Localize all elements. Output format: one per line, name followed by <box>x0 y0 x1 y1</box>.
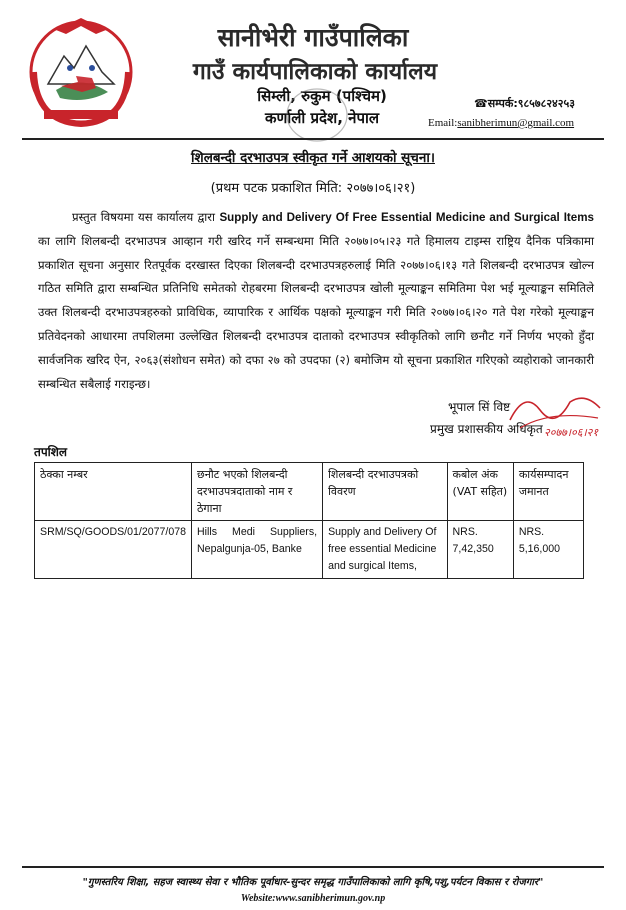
table-header-row <box>35 463 584 521</box>
signatory-title: प्रमुख प्रशासकीय अधिकृत <box>430 422 543 436</box>
nepal-emblem-logo <box>26 12 136 138</box>
footer-slogan: "गुणस्तरिय शिक्षा, सहज स्वास्थ्य सेवा र भौतिक पूर्वाधार-सुन्दर समृद्ध गाउँपालिकाको लागि कृषि,पशु,पर्यटन विकास र रोजगार" <box>82 877 544 888</box>
signatory-name: भूपाल सिं विष्ट <box>448 400 511 414</box>
cell-guarantee: NRS. 5,16,000 <box>513 521 583 579</box>
notice-body <box>38 206 594 396</box>
office-name: गाउँ कार्यपालिकाको कार्यालय <box>192 59 438 85</box>
header-divider <box>22 138 604 140</box>
contact-phone: ☎सम्पर्क:९८५७८२४२५३ <box>474 97 575 110</box>
cell-contract-no: SRM/SQ/GOODS/01/2077/078 <box>35 521 192 579</box>
province-name: कर्णाली प्रदेश, नेपाल <box>264 109 380 127</box>
details-table <box>34 462 584 579</box>
signature-date: २०७७।०६।२१ <box>544 426 599 439</box>
signature-mark <box>500 380 615 440</box>
details-label: तपशिल <box>34 445 68 459</box>
header-bidder: छनौट भएको शिलबन्दी दरभाउपत्रदाताको नाम र ठेगाना <box>192 463 323 521</box>
table-row <box>35 521 584 579</box>
header-bid-amount: कबोल अंक (VAT सहित) <box>447 463 513 521</box>
body-text-intro: प्रस्तुत विषयमा यस कार्यालय द्वारा <box>72 210 220 224</box>
email-label: Email: <box>428 117 458 129</box>
body-text-subject: Supply and Delivery Of Free Essential Medicine and Surgical Items <box>219 211 594 224</box>
cell-bid-amount: NRS. 7,42,350 <box>447 521 513 579</box>
office-stamp <box>282 84 352 146</box>
notice-title: शिलबन्दी दरभाउपत्र स्वीकृत गर्ने आशयको सूचना। <box>191 150 435 166</box>
contact-email <box>428 117 574 129</box>
cell-description: Supply and Delivery Of free essential Medicine and surgical Items, <box>323 521 447 579</box>
header-contract-no: ठेक्का नम्बर <box>35 463 192 521</box>
footer-website[interactable]: Website:www.sanibherimun.gov.np <box>240 893 386 904</box>
footer-divider <box>22 866 604 868</box>
header-description: शिलबन्दी दरभाउपत्रको विवरण <box>323 463 447 521</box>
header-guarantee: कार्यसम्पादन जमानत <box>513 463 583 521</box>
body-text-main: का लागि शिलबन्दी दरभाउपत्र आव्हान गरी खरिद गर्ने सम्बन्धमा मिति २०७७।०५।२३ गते हिमालय टाइम्स राष्ट्रिय दैनिक पत्रिकामा प्रकाशित सूचना अनुसार रितपूर्वक दरखास्त दिएका शिलबन्दी दरभाउपत्रहरुलाई मिति २०७७।०६।१३ गते शिलबन्दी दरभाउपत्र खोल्न गठित समिति द्वारा सम्बन्धित प्रतिनिधि समेतको रोहबरमा शिलबन्दी दरभाउपत्र खोली मूल्याङ्कन समितिमा पेश भई मूल्याङ्कन समितिले उक्त शिलबन्दी दरभाउपत्रहरुको प्राविधिक, व्यापारिक र आर्थिक पक्षको मूल्याङ्कन गरी मिति २०७७।०६।२० गते पेश गरेको मूल्याङ्कन प्रतिवेदनको आधारमा तपशिलमा उल्लेखित शिलबन्दी दरभाउपत्र दाताको दरभाउपत्र स्वीकृतिको लागि छनौट गर्ने निर्णय भएको हुँदा सार्वजनिक खरिद ऐन, २०६३(संशोधन समेत) को दफा २७ को उपदफा (२) बमोजिम यो सूचना प्रकाशित गरिएको व्यहोराको जानकारी सम्बन्धित सबैलाई गराइन्छ। <box>38 233 594 391</box>
email-link[interactable]: sanibherimun@gmail.com <box>457 117 575 129</box>
notice-subtitle: (प्रथम पटक प्रकाशित मिति: २०७७।०६।२१) <box>210 181 416 196</box>
cell-bidder: Hills Medi Suppliers, Nepalgunja-05, Banke <box>192 521 323 579</box>
office-address: सिम्ली, रुकुम (पश्चिम) <box>257 87 387 105</box>
municipality-name: सानीभेरी गाउँपालिका <box>217 23 409 52</box>
